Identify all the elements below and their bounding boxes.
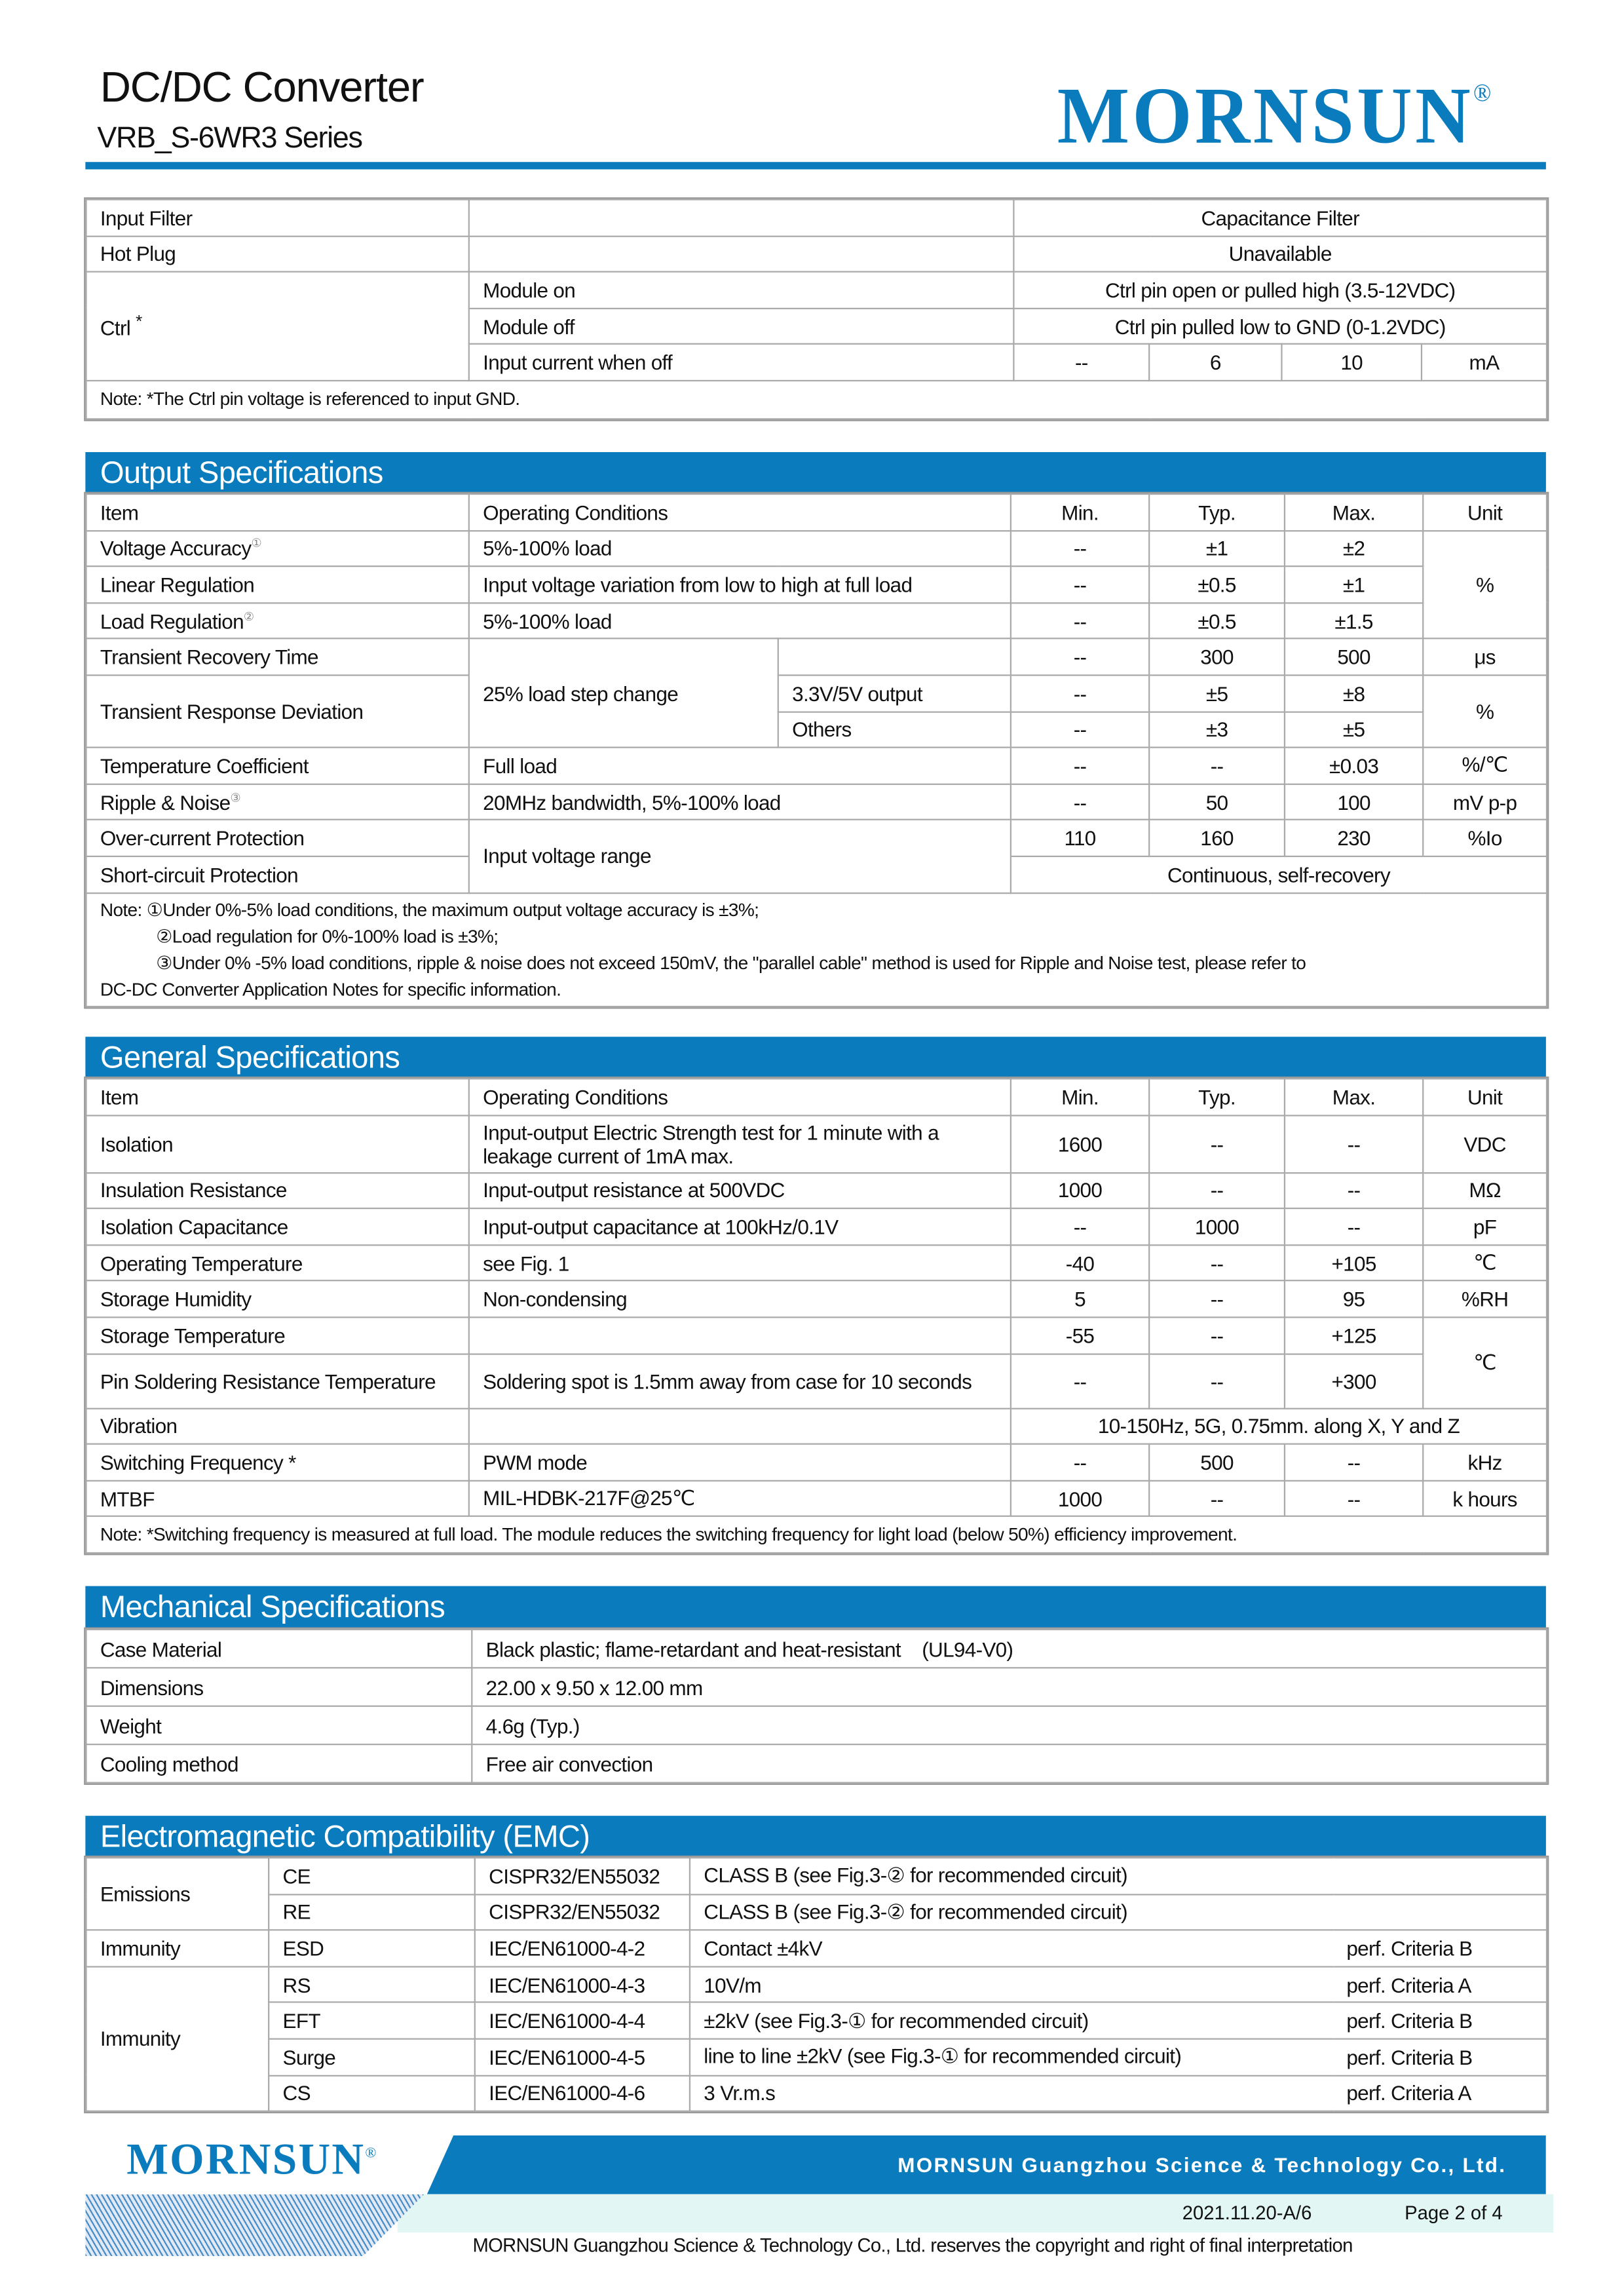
min-cell: --: [1011, 748, 1149, 784]
general-spec-table: [85, 1078, 1547, 1554]
table-row: [86, 1281, 1547, 1317]
max-cell: 100: [1285, 784, 1423, 820]
max-cell: +300: [1285, 1354, 1423, 1408]
standard-cell: IEC/EN61000-4-5: [475, 2039, 690, 2075]
unit-cell: pF: [1423, 1208, 1547, 1244]
cond-cell: [469, 1317, 1011, 1353]
header-cell: Operating Conditions: [469, 1079, 1011, 1115]
item-cell: Cooling method: [86, 1744, 472, 1782]
type-cell: CS: [269, 2075, 475, 2111]
item-cell: Operating Temperature: [86, 1245, 468, 1281]
subcond-cell: Others: [778, 712, 1011, 748]
max-cell: +125: [1285, 1317, 1423, 1353]
unit-cell: μs: [1423, 639, 1547, 675]
criteria-cell: perf. Criteria A: [1333, 2075, 1547, 2111]
note-text: Note: *Switching frequency is measured at full load. The module reduces the switching frequency for light load (below 50%) efficiency improvement.: [86, 1517, 1547, 1554]
min-cell: --: [1011, 530, 1149, 566]
table-row: [86, 1894, 1547, 1930]
max-cell: --: [1285, 1208, 1423, 1244]
table-row: [86, 748, 1547, 784]
header-cell: Operating Conditions: [469, 494, 1011, 530]
item-cell: Input Filter: [86, 200, 468, 236]
cond-cell: Input current when off: [469, 345, 1014, 381]
table-row: [86, 639, 1547, 675]
type-cell: EFT: [269, 2002, 475, 2038]
section-header-emc: Electromagnetic Compatibility (EMC): [85, 1816, 1546, 1857]
cond-cell: Full load: [469, 748, 1011, 784]
typ-cell: --: [1149, 1480, 1285, 1516]
table-row: [86, 1966, 1547, 2002]
footer-company: MORNSUN Guangzhou Science & Technology Co., Ltd.: [897, 2152, 1507, 2177]
table-header-row: [86, 1079, 1547, 1115]
cond-cell: 20MHz bandwidth, 5%-100% load: [469, 784, 1011, 820]
item-cell: Storage Temperature: [86, 1317, 468, 1353]
registered-mark: ®: [1473, 81, 1494, 107]
unit-cell: mA: [1422, 345, 1547, 381]
cond-cell: Non-condensing: [469, 1281, 1011, 1317]
typ-cell: 160: [1149, 820, 1285, 856]
footnote-mark: ②: [243, 609, 254, 623]
mornsun-logo: [1057, 71, 1494, 163]
unit-cell: %RH: [1423, 1281, 1547, 1317]
category-cell: Immunity: [86, 1930, 269, 1966]
criteria-cell: perf. Criteria B: [1333, 2039, 1547, 2075]
table-row: [86, 2002, 1547, 2038]
desc-cell: Contact ±4kV: [690, 1930, 1333, 1966]
typ-cell: 300: [1149, 639, 1285, 675]
typ-cell: --: [1149, 1317, 1285, 1353]
standard-cell: CISPR32/EN55032: [475, 1858, 690, 1894]
logo-text: MORNSUN: [1057, 73, 1474, 161]
header-cell: Min.: [1011, 494, 1149, 530]
max-cell: ±1: [1285, 567, 1423, 603]
typ-cell: ±0.5: [1149, 603, 1285, 639]
max-cell: ±5: [1285, 712, 1423, 748]
table-row: [86, 1480, 1547, 1516]
cond-cell: Input voltage range: [469, 820, 1011, 893]
mechanical-spec-table: [85, 1629, 1547, 1784]
table-row: [86, 272, 1547, 308]
standard-cell: IEC/EN61000-4-6: [475, 2075, 690, 2111]
value-cell: Free air convection: [472, 1744, 1547, 1782]
item-label: Voltage Accuracy: [100, 536, 252, 560]
table-row: [86, 1317, 1547, 1353]
min-cell: --: [1011, 639, 1149, 675]
empty-cell: [469, 236, 1014, 272]
item-cell: Transient Response Deviation: [86, 675, 468, 748]
item-label: Ripple & Noise: [100, 790, 231, 814]
unit-cell: %/℃: [1423, 748, 1547, 784]
desc-cell: CLASS B (see Fig.3-② for recommended circuit): [690, 1858, 1547, 1894]
standard-cell: IEC/EN61000-4-3: [475, 1966, 690, 2002]
item-cell: Storage Humidity: [86, 1281, 468, 1317]
min-cell: 110: [1011, 820, 1149, 856]
min-cell: -40: [1011, 1245, 1149, 1281]
typ-cell: --: [1149, 748, 1285, 784]
type-cell: RE: [269, 1894, 475, 1930]
footnote-mark: ③: [230, 790, 240, 804]
category-cell: Emissions: [86, 1858, 269, 1930]
item-cell: Weight: [86, 1706, 472, 1744]
note-line: ③Under 0% -5% load conditions, ripple & noise does not exceed 150mV, the "parallel cable" method is used for Ripple and Noise test, please refer to: [156, 952, 1306, 973]
section-header-mechanical: Mechanical Specifications: [85, 1586, 1546, 1628]
item-label: Load Regulation: [100, 609, 244, 633]
unit-cell: kHz: [1423, 1444, 1547, 1480]
cond-cell: Input-output Electric Strength test for 1 minute with a leakage current of 1mA max.: [469, 1115, 1011, 1173]
item-cell: Hot Plug: [86, 236, 468, 272]
header-cell: Item: [86, 1079, 468, 1115]
typ-cell: ±3: [1149, 712, 1285, 748]
standard-cell: IEC/EN61000-4-2: [475, 1930, 690, 1966]
min-cell: 1000: [1011, 1172, 1149, 1208]
cond-cell: Module off: [469, 308, 1014, 344]
note-line: DC-DC Converter Application Notes for specific information.: [100, 978, 561, 999]
table-row: [86, 1245, 1547, 1281]
item-cell: Pin Soldering Resistance Temperature: [86, 1354, 468, 1408]
item-cell: Dimensions: [86, 1668, 472, 1706]
min-cell: -55: [1011, 1317, 1149, 1353]
logo-text: MORNSUN: [126, 2135, 366, 2185]
value-cell: 10-150Hz, 5G, 0.75mm. along X, Y and Z: [1011, 1408, 1547, 1444]
section-header-general: General Specifications: [85, 1037, 1546, 1078]
page-title: DC/DC Converter: [100, 64, 424, 112]
min-cell: 5: [1011, 1281, 1149, 1317]
table-row: [86, 2075, 1547, 2111]
typ-cell: --: [1149, 1354, 1285, 1408]
note-row: [86, 381, 1547, 419]
footnote-mark: ①: [251, 537, 261, 550]
cond-cell: see Fig. 1: [469, 1245, 1011, 1281]
table-row: [86, 236, 1547, 272]
footer-hatch-decoration: [85, 2194, 424, 2256]
min-cell: 1000: [1011, 1480, 1149, 1516]
item-cell: Isolation: [86, 1115, 468, 1173]
unit-cell: VDC: [1423, 1115, 1547, 1173]
table-row: [86, 1408, 1547, 1444]
subcond-cell: 3.3V/5V output: [778, 675, 1011, 711]
item-cell: Linear Regulation: [86, 567, 468, 603]
value-cell: Unavailable: [1013, 236, 1547, 272]
item-cell: Short-circuit Protection: [86, 856, 468, 892]
desc-cell: 10V/m: [690, 1966, 1333, 2002]
cond-cell: 5%-100% load: [469, 530, 1011, 566]
max-cell: ±0.03: [1285, 748, 1423, 784]
footer-logo: [126, 2135, 377, 2185]
min-cell: --: [1011, 1208, 1149, 1244]
item-cell: Switching Frequency *: [86, 1444, 468, 1480]
max-cell: 230: [1285, 820, 1423, 856]
max-cell: 10: [1281, 345, 1422, 381]
section-header-output: Output Specifications: [85, 452, 1546, 493]
copyright-text: MORNSUN Guangzhou Science & Technology Co., Ltd. reserves the copyright and right of final interpretation: [472, 2234, 1353, 2257]
desc-cell: CLASS B (see Fig.3-② for recommended circuit): [690, 1894, 1547, 1930]
type-cell: Surge: [269, 2039, 475, 2075]
standard-cell: CISPR32/EN55032: [475, 1894, 690, 1930]
table-row: [86, 2039, 1547, 2075]
table-row: [86, 1668, 1547, 1706]
unit-cell: ℃: [1423, 1245, 1547, 1281]
cond-cell: Input-output capacitance at 100kHz/0.1V: [469, 1208, 1011, 1244]
note-text: Note: *The Ctrl pin voltage is referenced to input GND.: [86, 381, 1547, 419]
min-cell: --: [1011, 784, 1149, 820]
typ-cell: --: [1149, 1115, 1285, 1173]
typ-cell: ±5: [1149, 675, 1285, 711]
table-row: [86, 675, 1547, 711]
typ-cell: 500: [1149, 1444, 1285, 1480]
emc-table: [85, 1857, 1547, 2112]
table-row: [86, 1858, 1547, 1894]
typ-cell: --: [1149, 1172, 1285, 1208]
cond-cell: Module on: [469, 272, 1014, 308]
table-row: [86, 1115, 1547, 1173]
min-cell: --: [1011, 1354, 1149, 1408]
empty-cell: [469, 200, 1014, 236]
header-cell: Max.: [1285, 494, 1423, 530]
cond-cell: 25% load step change: [469, 639, 778, 748]
criteria-cell: perf. Criteria B: [1333, 2002, 1547, 2038]
category-cell: Immunity: [86, 1966, 269, 2111]
max-cell: ±2: [1285, 530, 1423, 566]
table-row: [86, 784, 1547, 820]
table-row: [86, 1706, 1547, 1744]
item-cell: [86, 530, 468, 566]
max-cell: ±1.5: [1285, 603, 1423, 639]
max-cell: --: [1285, 1480, 1423, 1516]
empty-cell: [778, 639, 1011, 675]
item-cell: [86, 603, 468, 639]
desc-cell: ±2kV (see Fig.3-① for recommended circuit): [690, 2002, 1333, 2038]
table-row: [86, 1930, 1547, 1966]
table-row: [86, 1630, 1547, 1668]
table-header-row: [86, 494, 1547, 530]
min-cell: --: [1011, 712, 1149, 748]
note-line: Note: ①Under 0%-5% load conditions, the maximum output voltage accuracy is ±3%;: [100, 899, 759, 920]
note-row: [86, 1517, 1547, 1554]
cond-cell: 5%-100% load: [469, 603, 1011, 639]
type-cell: RS: [269, 1966, 475, 2002]
page-number: Page 2 of 4: [1405, 2202, 1503, 2224]
item-cell: Insulation Resistance: [86, 1172, 468, 1208]
table-row: [86, 200, 1547, 236]
header-divider: [85, 162, 1546, 169]
typ-cell: ±0.5: [1149, 567, 1285, 603]
desc-cell: 3 Vr.m.s: [690, 2075, 1333, 2111]
typ-cell: ±1: [1149, 530, 1285, 566]
typ-cell: 50: [1149, 784, 1285, 820]
header-cell: Min.: [1011, 1079, 1149, 1115]
unit-cell: %: [1423, 675, 1547, 748]
cond-cell: [469, 1408, 1011, 1444]
table-row: [86, 1208, 1547, 1244]
unit-cell: MΩ: [1423, 1172, 1547, 1208]
criteria-cell: perf. Criteria B: [1333, 1930, 1547, 1966]
value-cell: Black plastic; flame-retardant and heat-resistant (UL94-V0): [472, 1630, 1547, 1668]
type-cell: CE: [269, 1858, 475, 1894]
item-cell: Case Material: [86, 1630, 472, 1668]
value-cell: 22.00 x 9.50 x 12.00 mm: [472, 1668, 1547, 1706]
table-row: [86, 567, 1547, 603]
registered-mark: ®: [365, 2145, 378, 2162]
unit-cell: %: [1423, 530, 1547, 639]
ctrl-label: Ctrl: [100, 316, 131, 340]
header-cell: Unit: [1423, 494, 1547, 530]
cond-cell: Input-output resistance at 500VDC: [469, 1172, 1011, 1208]
notes-cell: [86, 892, 1547, 1006]
output-spec-table: [85, 493, 1547, 1006]
input-spec-table: [85, 199, 1547, 419]
cond-cell: PWM mode: [469, 1444, 1011, 1480]
note-line: ②Load regulation for 0%-100% load is ±3%;: [156, 925, 499, 947]
desc-cell: line to line ±2kV (see Fig.3-① for recommended circuit): [690, 2039, 1333, 2075]
item-cell: Isolation Capacitance: [86, 1208, 468, 1244]
value-cell: Capacitance Filter: [1013, 200, 1547, 236]
unit-cell: mV p-p: [1423, 784, 1547, 820]
value-cell: 4.6g (Typ.): [472, 1706, 1547, 1744]
table-row: [86, 1354, 1547, 1408]
unit-cell: k hours: [1423, 1480, 1547, 1516]
item-cell: [86, 784, 468, 820]
typ-cell: 1000: [1149, 1208, 1285, 1244]
max-cell: +105: [1285, 1245, 1423, 1281]
min-cell: --: [1011, 567, 1149, 603]
type-cell: ESD: [269, 1930, 475, 1966]
table-row: [86, 1744, 1547, 1782]
max-cell: --: [1285, 1115, 1423, 1173]
header-cell: Typ.: [1149, 494, 1285, 530]
value-cell: Ctrl pin pulled low to GND (0-1.2VDC): [1013, 308, 1547, 344]
max-cell: ±8: [1285, 675, 1423, 711]
min-cell: --: [1013, 345, 1149, 381]
min-cell: --: [1011, 603, 1149, 639]
ctrl-item-cell: [86, 272, 468, 381]
revision-date: 2021.11.20-A/6: [1182, 2202, 1312, 2224]
min-cell: --: [1011, 1444, 1149, 1480]
max-cell: --: [1285, 1172, 1423, 1208]
max-cell: 95: [1285, 1281, 1423, 1317]
item-cell: Temperature Coefficient: [86, 748, 468, 784]
cond-cell: MIL-HDBK-217F@25℃: [469, 1480, 1011, 1516]
header-cell: Unit: [1423, 1079, 1547, 1115]
value-cell: Continuous, self-recovery: [1011, 856, 1547, 892]
table-row: [86, 603, 1547, 639]
table-row: [86, 1444, 1547, 1480]
unit-cell: ℃: [1423, 1317, 1547, 1407]
standard-cell: IEC/EN61000-4-4: [475, 2002, 690, 2038]
item-cell: MTBF: [86, 1480, 468, 1516]
table-row: [86, 530, 1547, 566]
item-cell: Vibration: [86, 1408, 468, 1444]
asterisk: *: [136, 313, 142, 332]
series-subtitle: VRB_S-6WR3 Series: [97, 122, 362, 155]
min-cell: --: [1011, 675, 1149, 711]
typ-cell: --: [1149, 1281, 1285, 1317]
max-cell: --: [1285, 1444, 1423, 1480]
cond-cell: Soldering spot is 1.5mm away from case for 10 seconds: [469, 1354, 1011, 1408]
table-row: [86, 1172, 1547, 1208]
min-cell: 1600: [1011, 1115, 1149, 1173]
header-cell: Typ.: [1149, 1079, 1285, 1115]
footer-info-band: [398, 2194, 1553, 2232]
item-cell: Transient Recovery Time: [86, 639, 468, 675]
header-cell: Item: [86, 494, 468, 530]
typ-cell: 6: [1149, 345, 1281, 381]
typ-cell: --: [1149, 1245, 1285, 1281]
cond-cell: Input voltage variation from low to high at full load: [469, 567, 1011, 603]
item-cell: Over-current Protection: [86, 820, 468, 856]
criteria-cell: perf. Criteria A: [1333, 1966, 1547, 2002]
max-cell: 500: [1285, 639, 1423, 675]
table-row: [86, 820, 1547, 856]
header-cell: Max.: [1285, 1079, 1423, 1115]
note-row: [86, 892, 1547, 1006]
value-cell: Ctrl pin open or pulled high (3.5-12VDC): [1013, 272, 1547, 308]
unit-cell: %Io: [1423, 820, 1547, 856]
